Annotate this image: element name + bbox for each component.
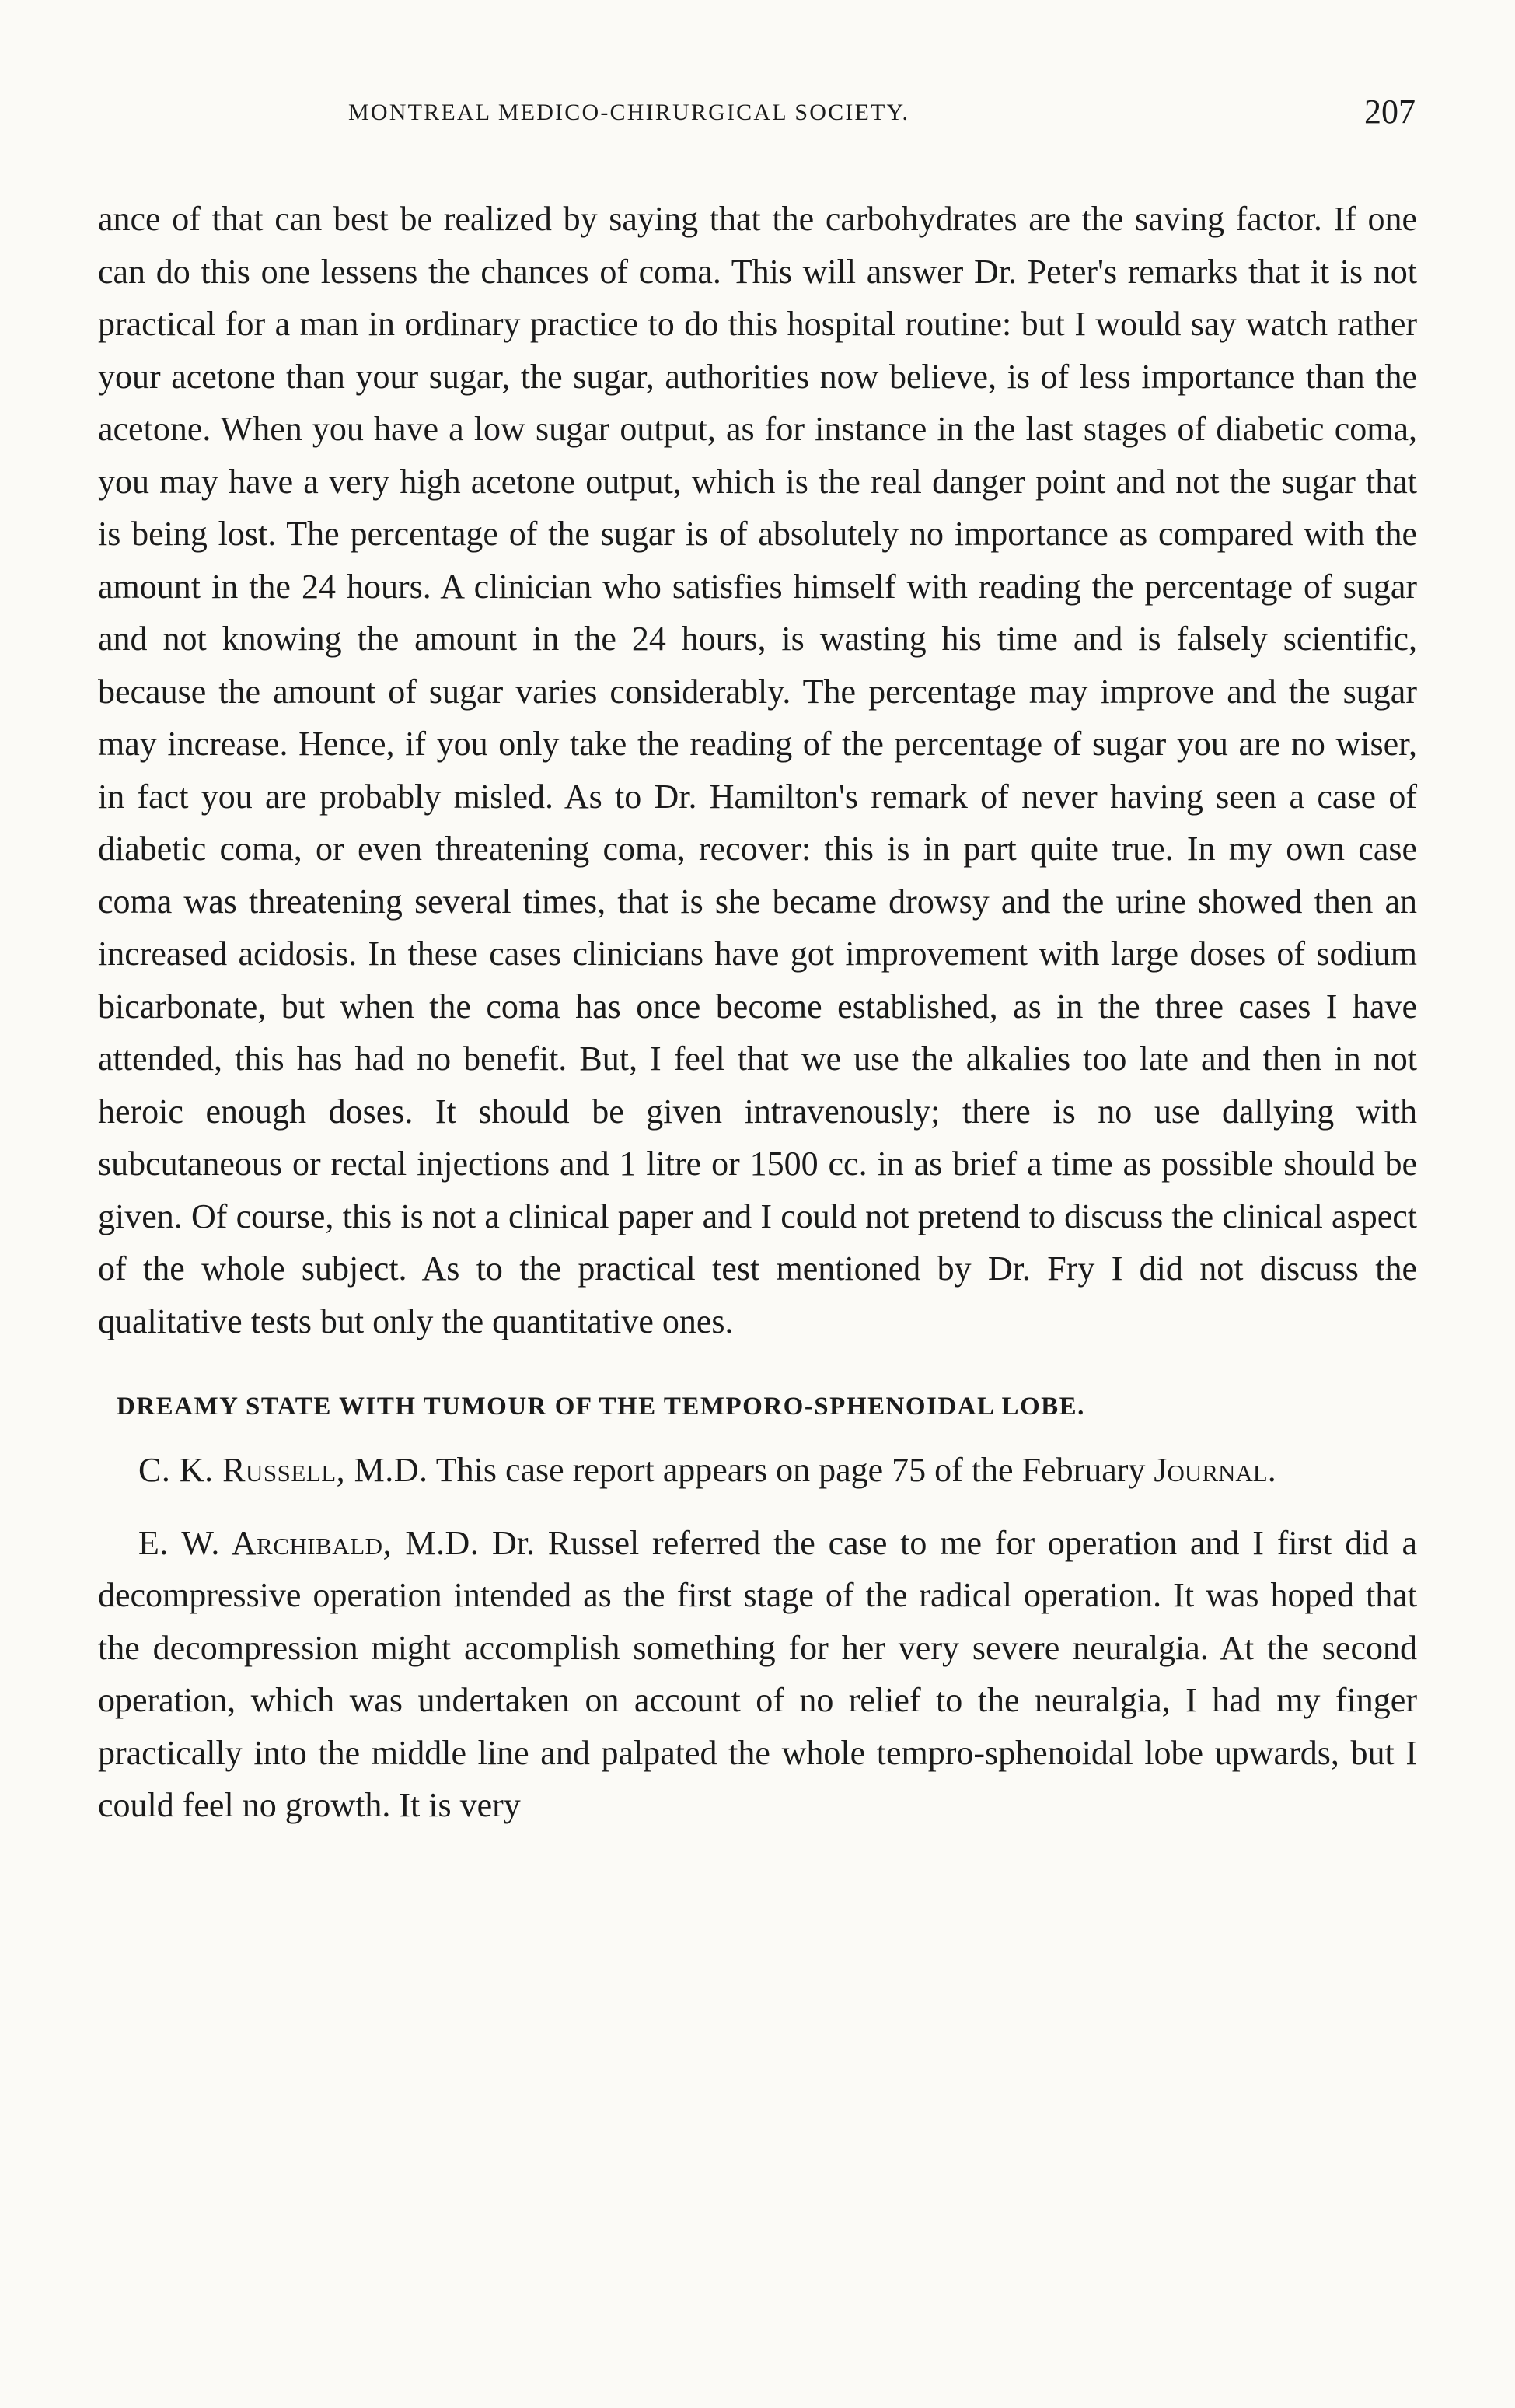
discussion-entry-russell xyxy=(98,1444,1417,1497)
running-head: MONTREAL MEDICO-CHIRURGICAL SOCIETY. xyxy=(348,100,910,125)
entry-text: Dr. Russel referred the case to me for operation and I first did a decompressive operation intended as the first stage of the radical operation. It was hoped that the decompression might accomplish something for her very severe neuralgia. At the second operation, which was undertaken on account of no relief to the neuralgia, I had my finger practically into the middle line and palpated the whole tempro-sphenoidal lobe upwards, but I could feel no growth. It is very xyxy=(98,1523,1417,1824)
section-title: DREAMY STATE WITH TUMOUR OF THE TEMPORO-SPHENOIDAL LOBE. xyxy=(117,1393,1085,1421)
entry-text-end: . xyxy=(1267,1451,1276,1489)
paragraph-continuation: ance of that can best be realized by saying that the carbohydrates are the saving factor. If one can do this one lessens the chances of coma. This will answer Dr. Peter's remarks that it is not practical for a man in ordinary practice to do this hospital routine: but I would say watch rather your acetone than your sugar, the sugar, authorities now believe, is of less importance than the acetone. When you have a low sugar output, as for instance in the last stages of diabetic coma, you may have a very high acetone output, which is the real danger point and not the sugar that is being lost. The percentage of the sugar is of absolutely no importance as compared with the amount in the 24 hours. A clinician who satisfies himself with reading the percentage of sugar and not knowing the amount in the 24 hours, is wasting his time and is falsely scientific, because the amount of sugar varies considerably. The percentage may improve and the sugar may increase. Hence, if you only take the reading of the percentage of sugar you are no wiser, in fact you are probably misled. As to Dr. Hamilton's remark of never having seen a case of diabetic coma, or even threatening coma, recover: this is in part quite true. In my own case coma was threatening several times, that is she became drowsy and the urine showed then an increased acidosis. In these cases clinicians have got improvement with large doses of sodium bicarbonate, but when the coma has once become established, as in the three cases I have attended, this has had no benefit. But, I feel that we use the alkalies too late and then in not heroic enough doses. It should be given intravenously; there is no use dallying with subcutaneous or rectal injections and 1 litre or 1500 cc. in as brief a time as possible should be given. Of course, this is not a clinical paper and I could not pretend to discuss the clinical aspect of the whole subject. As to the practical test mentioned by Dr. Fry I did not discuss the qualitative tests but only the quantitative ones. xyxy=(98,200,1417,1340)
entry-text: This case report appears on page 75 of the February xyxy=(428,1451,1154,1489)
speaker-name: E. W. Archibald, M.D. xyxy=(138,1523,480,1562)
page-number: 207 xyxy=(1364,93,1416,131)
page-header xyxy=(98,93,1417,146)
body-text xyxy=(98,193,1417,1832)
discussion-entry-archibald xyxy=(98,1517,1417,1832)
journal-name: Journal xyxy=(1154,1451,1268,1489)
speaker-name: C. K. Russell, M.D. xyxy=(138,1451,428,1489)
